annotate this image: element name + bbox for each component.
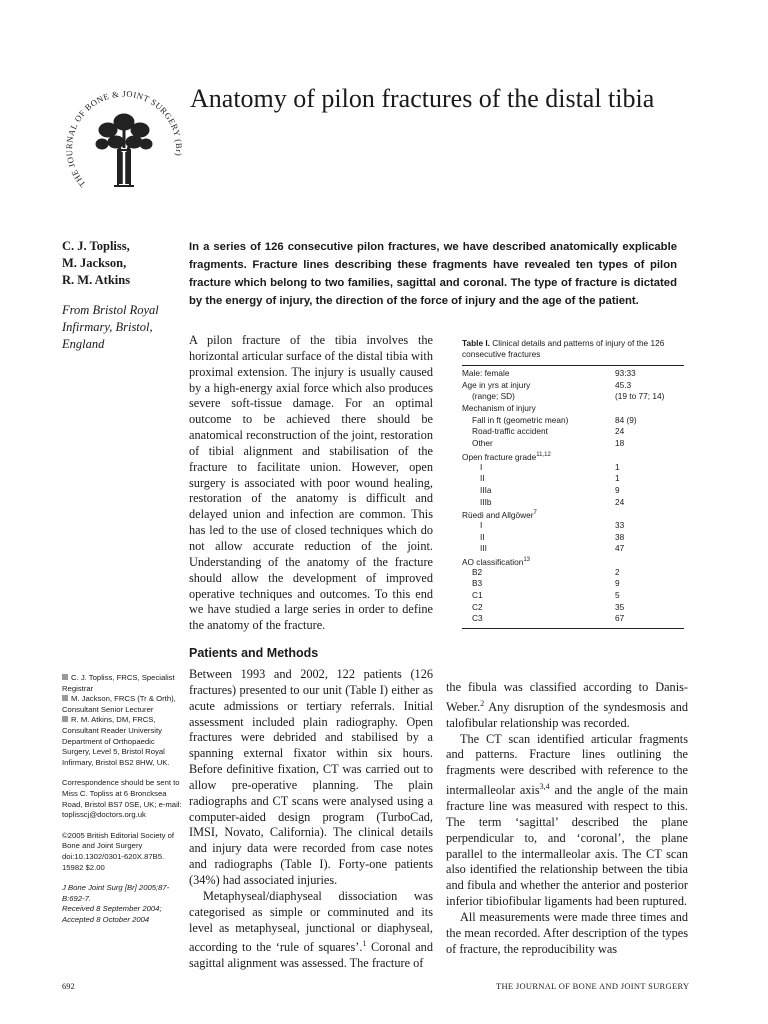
table-caption: Table I. Clinical details and patterns of injury of the 126 consecutive fractures	[462, 338, 665, 359]
author-name: R. M. Atkins	[62, 273, 131, 287]
table-row	[462, 368, 684, 380]
citation-note: J Bone Joint Surg [Br] 2005;87-B:692-7. Received 8 September 2004; Accepted 8 October 2004	[62, 883, 170, 924]
table-row-label: IIIa	[480, 484, 492, 495]
table-row	[462, 602, 684, 614]
page-number: 692	[62, 981, 75, 991]
table-row-label: (range; SD)	[472, 391, 515, 402]
table-row	[462, 426, 684, 438]
methods-paragraph: Between 1993 and 2002, 122 patients (126 fractures) presented to our unit (Table I) either as acute admissions or tertiary referrals. Initial assessment included plain radiography. Open fractures were debrided and stabilised by a spanning external fixator within six hours. Before definitive fixation, CT was carried out to allow pre-operative planning. The plain radiographs and CT scans were analysed using a computer-aided design program (TurboCad, IMSI, Novato, California). The clinical details and injury data were recorded from case notes and radiographs (Table I). Forty-one patients (34%) had associated injuries.	[189, 667, 433, 887]
table-row-label: I	[480, 461, 483, 472]
author-name: M. Jackson,	[62, 256, 127, 270]
table-row-value: 45.3	[615, 379, 632, 390]
logo-ring-text: THE JOURNAL OF BONE & JOINT SURGERY (Br)	[64, 88, 184, 190]
author-list	[62, 238, 130, 289]
table-body	[462, 366, 684, 628]
author-note: R. M. Atkins, DM, FRCS, Consultant Reader University Department of Orthopaedic Surgery, Level 5, Bristol Royal Infirmary, Bristol BS2 8HW, UK.	[62, 715, 170, 767]
affiliation	[62, 302, 159, 353]
table-row	[462, 613, 684, 625]
table-row-value: 9	[615, 484, 620, 495]
table-row	[462, 391, 684, 403]
table-row-label: Mechanism of injury	[462, 403, 536, 414]
methods-paragraph: Metaphyseal/diaphyseal dissociation was categorised as simple or comminuted and its level as metaphyseal, junctional or diaphyseal, according to the ‘rule of squares’.$^1$ Coronal and sagittal alignment was assessed. The fracture of	[189, 888, 433, 971]
table-row	[462, 590, 684, 602]
table-row	[462, 485, 684, 497]
intro-paragraph: A pilon fracture of the tibia involves the horizontal articular surface of the distal tibia with proximal extension. The injury is usually caused by a high-energy axial force which also produces severe soft-tissue damage. For an optimal outcome to be achieved there should be anatomical reconstruction of the joint, restoration of tibial alignment and stabilisation of the fracture to facilitate union. However, open surgery is associated with poor wound healing, restoration of the anatomy is difficult and delayed union and infection are common. This has led to the use of closed techniques which do not allow accurate reduction of the joint. Understanding of the anatomy of the fracture should allow the development of improved operative techniques and outcomes. To this end we have studied a large series in order to define the anatomy of the fracture.	[189, 333, 433, 633]
table-row-value: (19 to 77; 14)	[615, 391, 665, 402]
table-row	[462, 380, 684, 392]
methods-paragraph: the fibula was classified according to Danis-Weber.$^2$ Any disruption of the syndesmosis and talofibular relationship was recorded.	[446, 680, 688, 730]
table-row-label: Age in yrs at injury	[462, 379, 531, 390]
square-bullet-icon	[62, 674, 68, 680]
table-row-label: B3	[472, 578, 483, 589]
article-title: Anatomy of pilon fractures of the distal tibia	[190, 84, 655, 113]
table-row	[462, 532, 684, 544]
table-row	[462, 462, 684, 474]
table-row-value: 1	[615, 461, 620, 472]
table-row-label: C2	[472, 601, 483, 612]
affiliation-line: England	[62, 337, 105, 351]
table-1	[462, 338, 684, 629]
table-row-value: 38	[615, 531, 625, 542]
table-row-value: 5	[615, 590, 620, 601]
methods-paragraph: All measurements were made three times and the mean recorded. After description of the types of fracture, the reproducibility was	[446, 910, 688, 956]
abstract: In a series of 126 consecutive pilon fractures, we have described anatomically explicable fragments. Fracture lines describing these fragments have revealed ten types of pilon fracture which belong to two families, sagittal and coronal. The type of fracture is dictated by the energy of injury, the direction of the force of injury and the age of the patient.	[189, 241, 677, 307]
table-row	[462, 415, 684, 427]
table-row-label: III	[480, 543, 487, 554]
table-row-label: II	[480, 473, 485, 484]
table-row-label: Fall in ft (geometric mean)	[472, 414, 569, 425]
methods-paragraph: The CT scan identified articular fragments and patterns. Fracture lines outlining the fragments were described with reference to the intermalleolar axis$^{3,4}$ and the angle of the main fracture line was measured with respect to this. The term ‘sagittal’ described the plane perpendicular to, and ‘coronal’, the plane parallel to the intermalleolar axis. The CT scan also identified the relationship between the tibia and fibula and whether the anterior and posterior inferior tibiofibular ligaments had been ruptured.	[446, 731, 688, 909]
introduction-text	[189, 333, 433, 634]
table-row-label: C3	[472, 613, 483, 624]
square-bullet-icon	[62, 695, 68, 701]
table-row-label: B2	[472, 566, 483, 577]
table-bottom-rule	[462, 628, 684, 629]
table-row	[462, 555, 684, 567]
table-row	[462, 508, 684, 520]
correspondence-note: Correspondence should be sent to Miss C. Topliss at 6 Broncksea Road, Bristol BS7 0SE, UK; e-mail: toplisscj@doctors.org.uk	[62, 778, 182, 820]
table-row-value: 9	[615, 578, 620, 589]
table-row-label: Male: female	[462, 368, 510, 378]
table-row-value: 1	[615, 473, 620, 484]
table-row	[462, 543, 684, 555]
copyright-note: ©2005 British Editorial Society of Bone and Joint Surgery doi:10.1302/0301-620X.87B5. 15982 $2.00	[62, 830, 175, 872]
table-row-label: II	[480, 531, 485, 542]
table-row	[462, 450, 684, 462]
table-row-value: 24	[615, 496, 625, 507]
table-row	[462, 497, 684, 509]
table-row	[462, 403, 684, 415]
table-row	[462, 473, 684, 485]
author-note: M. Jackson, FRCS (Tr & Orth), Consultant Senior Lecturer	[62, 694, 176, 714]
table-row-value: 33	[615, 519, 625, 530]
table-row-label: Rüedi and Allgöwer$^7$	[462, 510, 537, 521]
author-name: C. J. Topliss,	[62, 239, 130, 253]
square-bullet-icon	[62, 716, 68, 722]
table-row-value: 18	[615, 438, 625, 449]
table-row-value: 47	[615, 543, 625, 554]
section-heading: Patients and Methods	[189, 646, 319, 660]
table-row	[462, 578, 684, 590]
journal-logo	[64, 84, 184, 204]
table-row-label: I	[480, 519, 483, 530]
table-row-label: Road-traffic accident	[472, 426, 548, 437]
table-row-value: 93:33	[615, 368, 636, 378]
tree-icon	[96, 114, 152, 186]
table-row-value: 67	[615, 613, 625, 624]
table-row-label: AO classification$^{13}$	[462, 556, 531, 567]
table-row-label: IIIb	[480, 496, 492, 507]
table-row-value: 35	[615, 601, 625, 612]
table-row-value: 2	[615, 566, 620, 577]
methods-text	[189, 667, 433, 972]
running-footer: THE JOURNAL OF BONE AND JOINT SURGERY	[496, 981, 690, 991]
table-row	[462, 438, 684, 450]
table-row-label: Other	[472, 438, 493, 449]
table-row-label: C1	[472, 590, 483, 601]
table-row	[462, 567, 684, 579]
sidenotes	[62, 673, 182, 925]
author-note: C. J. Topliss, FRCS, Specialist Registrar	[62, 673, 175, 693]
table-row	[462, 520, 684, 532]
table-row-label: Open fracture grade$^{11,12}$	[462, 451, 551, 462]
affiliation-line: From Bristol Royal	[62, 303, 159, 317]
table-row-value: 84 (9)	[615, 414, 637, 425]
methods-text-continued	[446, 680, 688, 958]
table-row-value: 24	[615, 426, 625, 437]
affiliation-line: Infirmary, Bristol,	[62, 320, 153, 334]
